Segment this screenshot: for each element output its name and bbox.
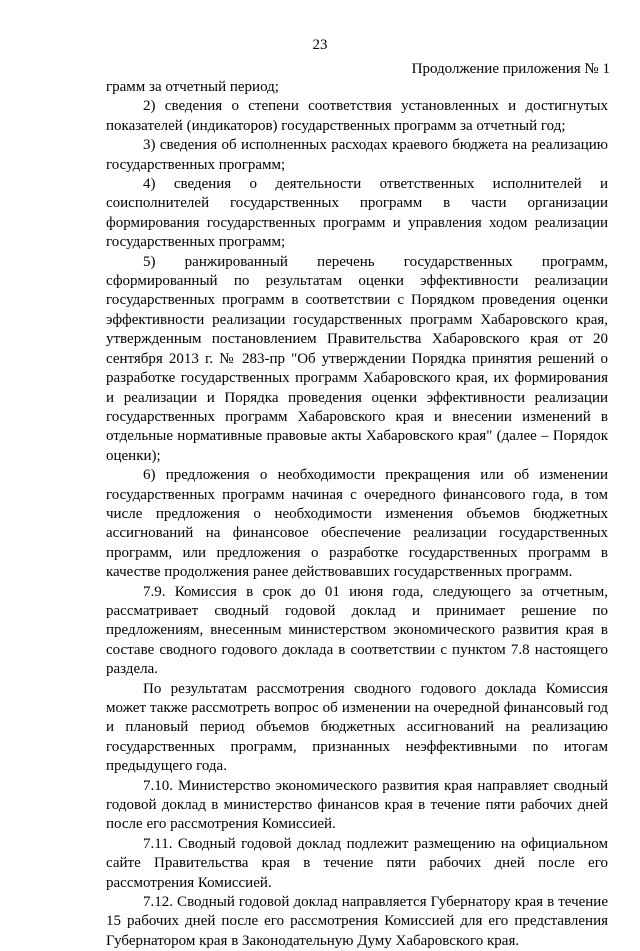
paragraph-item-6: 6) предложения о необходимости прекращения или об изменении государственных программ начиная с очередного финансового года, в том числе предложения о необходимости изменения объемов бюджетных ассигнований на финансовое обеспечение реализации государственных программ, или предложения о разработке государственных программ в качестве продолжения ранее действовавших государственных программ. xyxy=(106,467,608,581)
paragraph-clause-7-11: 7.11. Сводный годовой доклад подлежит размещению на официальном сайте Правительства края в течение пяти рабочих дней после его рассмотрения Комиссией. xyxy=(106,835,608,891)
appendix-continuation-label: Продолжение приложения № 1 xyxy=(411,61,610,77)
paragraph-item-3: 3) сведения об исполненных расходах краевого бюджета на реализацию государственных программ; xyxy=(106,137,608,173)
paragraph-item-2: 2) сведения о степени соответствия установленных и достигнутых показателей (индикаторов) государственных программ за отчетный год; xyxy=(106,98,608,134)
paragraph-item-5: 5) ранжированный перечень государственных программ, сформированный по результатам оценки эффективности реализации государственных программ в соответствии с Порядком проведения оценки эффективности реализации государственных программ Хабаровского края, утвержденным постановлением Правительства Хабаровского края от 20 сентября 2013 г. № 283-пр "Об утверждении Порядка принятия решений о разработке государственных программ Хабаровского края, их формирования и реализации и Порядка проведения оценки эффективности реализации государственных программ Хабаровского края и внесении изменений в отдельные нормативные правовые акты Хабаровского края" (далее – Порядок оценки); xyxy=(106,253,608,464)
document-body xyxy=(106,78,608,951)
paragraph-clause-7-12: 7.12. Сводный годовой доклад направляется Губернатору края в течение 15 рабочих дней после его рассмотрения Комиссией для его представления Губернатором края в Законодательную Думу Хабаровского края. xyxy=(106,894,608,949)
paragraph-clause-7-9: 7.9. Комиссия в срок до 01 июня года, следующего за отчетным, рассматривает сводный годовой доклад и принимает решение по предложениям, внесенным министерством экономического развития края в составе сводного годового доклада в соответствии с пунктом 7.8 настоящего раздела. xyxy=(106,583,608,678)
page-number: 23 xyxy=(312,37,328,53)
paragraph-clause-7-10: 7.10. Министерство экономического развития края направляет сводный годовой доклад в министерство финансов края в течение пяти рабочих дней после его рассмотрения Комиссией. xyxy=(106,777,608,833)
paragraph-clause-7-9-results: По результатам рассмотрения сводного годового доклада Комиссия может также рассмотреть вопрос об изменении на очередной финансовый год и плановый период объемов бюджетных ассигнований на реализацию государственных программ, признанных неэффективными по итогам предыдущего года. xyxy=(106,680,608,775)
paragraph-continuation: грамм за отчетный период; xyxy=(106,79,279,95)
paragraph-item-4: 4) сведения о деятельности ответственных исполнителей и соисполнителей государственных программ в части организации формирования государственных программ и управления ходом реализации государственных программ; xyxy=(106,176,608,251)
